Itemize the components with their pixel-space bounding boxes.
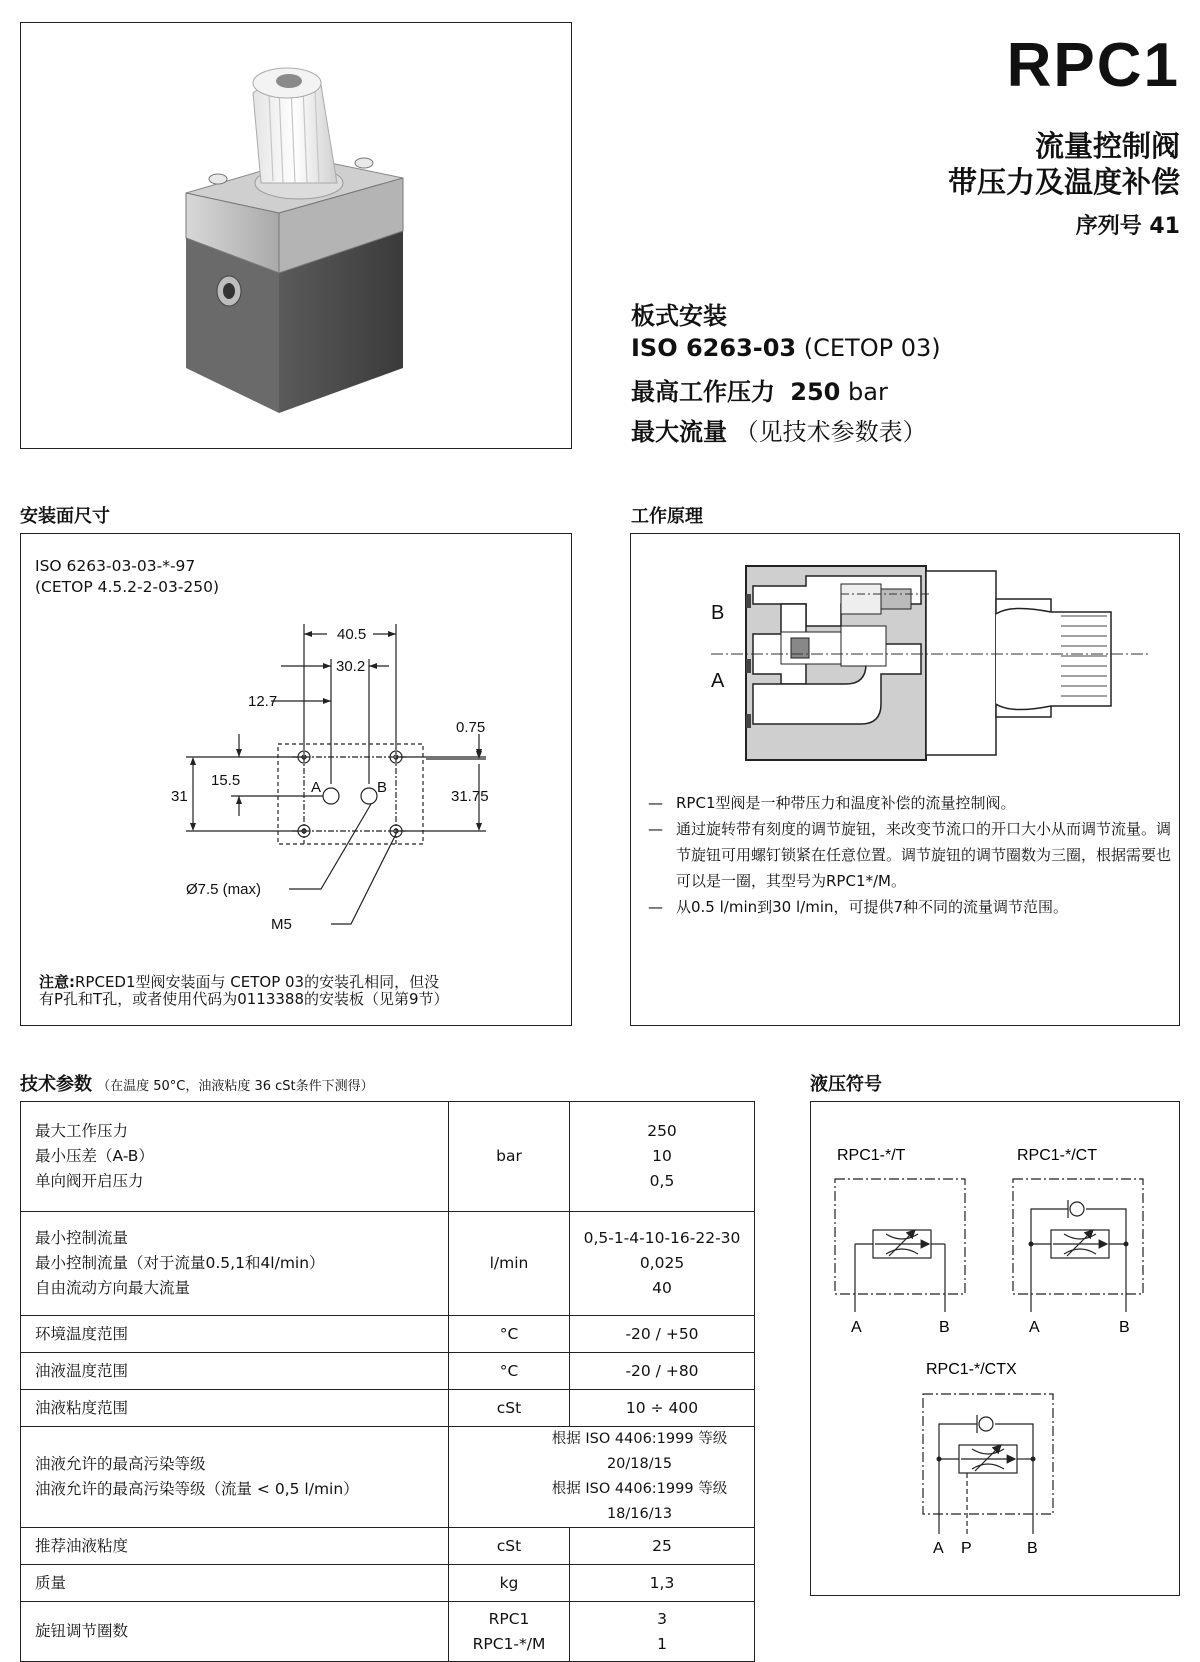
table-row: 油液粘度范围 cSt 10 ÷ 400 <box>21 1390 755 1427</box>
list-item: — 通过旋转带有刻度的调节旋钮，来改变节流口的开口大小从而调节流量。调节旋钮可用螺钉锁紧在任意位置。调节旋钮的调节圈数为三圈，根据需要也可以是一圈，其型号为RPC1*/M。 <box>648 820 1172 890</box>
symbol3-port-b: B <box>1027 1540 1038 1557</box>
series-number: 序列号 41 <box>1075 214 1180 239</box>
dim-15-5: 15.5 <box>211 772 241 789</box>
symbol2-label: RPC1-*/CT <box>1017 1147 1098 1164</box>
spec-pressure: 最高工作压力 250 bar <box>631 378 888 406</box>
table-row: 环境温度范围 °C -20 / +50 <box>21 1316 755 1353</box>
dim-thread: M5 <box>271 916 292 933</box>
mounting-section-title: 安装面尺寸 <box>20 506 110 527</box>
symbol1-label: RPC1-*/T <box>837 1147 906 1164</box>
symbols-section-title: 液压符号 <box>810 1074 882 1095</box>
dim-31: 31 <box>171 788 188 805</box>
model-title: RPC1 <box>1006 31 1180 100</box>
dim-12-7: 12.7 <box>248 693 278 710</box>
symbol2-port-b: B <box>1119 1319 1130 1336</box>
dim-0-75: 0.75 <box>456 719 486 736</box>
dim-diameter: Ø7.5 (max) <box>186 881 262 898</box>
mounting-dimensions-box <box>20 533 572 1026</box>
dim-30-2: 30.2 <box>336 658 366 675</box>
table-row: 最小控制流量 最小控制流量（对于流量0.5,1和4l/min） 自由流动方向最大流量 l/min 0,5-1-4-10-16-22-30 0,025 40 <box>21 1212 755 1316</box>
symbol3-port-p: P <box>961 1540 972 1557</box>
tech-table <box>20 1101 755 1662</box>
table-row: 油液温度范围 °C -20 / +80 <box>21 1353 755 1390</box>
mounting-dimensions-drawing <box>21 584 570 984</box>
hydraulic-symbols <box>811 1102 1178 1594</box>
tech-section-title: 技术参数 （在温度 50°C，油液粘度 36 cSt条件下测得） <box>20 1074 374 1095</box>
mounting-note: 注意:RPCED1型阀安装面与 CETOP 03的安装孔相同，但没 有P孔和T孔，或者使用代码为0113388的安装板（见第9节） <box>39 973 449 1008</box>
symbol1-port-b: B <box>939 1319 950 1336</box>
table-row: 最大工作压力 最小压差（A-B） 单向阀开启压力 bar 250 10 0,5 <box>21 1102 755 1212</box>
spec-iso: ISO 6263-03 (CETOP 03) <box>631 334 941 362</box>
principle-cross-section <box>631 534 1178 774</box>
product-title-line1: 流量控制阀 <box>1034 129 1180 163</box>
symbol3-label: RPC1-*/CTX <box>926 1361 1017 1378</box>
principle-box <box>630 533 1180 1026</box>
product-photo-frame <box>20 22 572 449</box>
list-item: — 从0.5 l/min到30 l/min，可提供7种不同的流量调节范围。 <box>648 898 1069 916</box>
dim-40-5: 40.5 <box>337 626 367 643</box>
symbol2-port-a: A <box>1029 1319 1040 1336</box>
principle-bullets <box>648 790 1178 920</box>
dim-31-75: 31.75 <box>451 788 489 805</box>
symbol1-port-a: A <box>851 1319 862 1336</box>
spec-flow: 最大流量 （见技术参数表） <box>631 418 927 446</box>
symbol3-port-a: A <box>933 1540 944 1557</box>
product-title-line2: 带压力及温度补偿 <box>947 165 1180 199</box>
table-row: 油液允许的最高污染等级 油液允许的最高污染等级（流量 < 0,5 l/min） 根据 ISO 4406:1999 等级 20/18/15 根据 ISO 4406:1999 等级 18/16/13 <box>21 1427 755 1528</box>
principle-port-b: B <box>711 602 725 624</box>
product-photo <box>21 23 570 447</box>
table-row: 推荐油液粘度 cSt 25 <box>21 1528 755 1565</box>
spec-mounting: 板式安装 <box>631 302 727 330</box>
port-a-label: A <box>311 779 322 796</box>
table-row: 旋钮调节圈数 RPC1 RPC1-*/M 3 1 <box>21 1602 755 1662</box>
table-row: 质量 kg 1,3 <box>21 1565 755 1602</box>
principle-port-a: A <box>711 670 725 692</box>
list-item: — RPC1型阀是一种带压力和温度补偿的流量控制阀。 <box>648 794 1016 812</box>
port-b-label: B <box>377 779 388 796</box>
mounting-standard: ISO 6263-03-03-*-97 (CETOP 4.5.2-2-03-250) <box>35 557 220 596</box>
principle-section-title: 工作原理 <box>631 506 703 527</box>
symbols-box <box>810 1101 1180 1596</box>
